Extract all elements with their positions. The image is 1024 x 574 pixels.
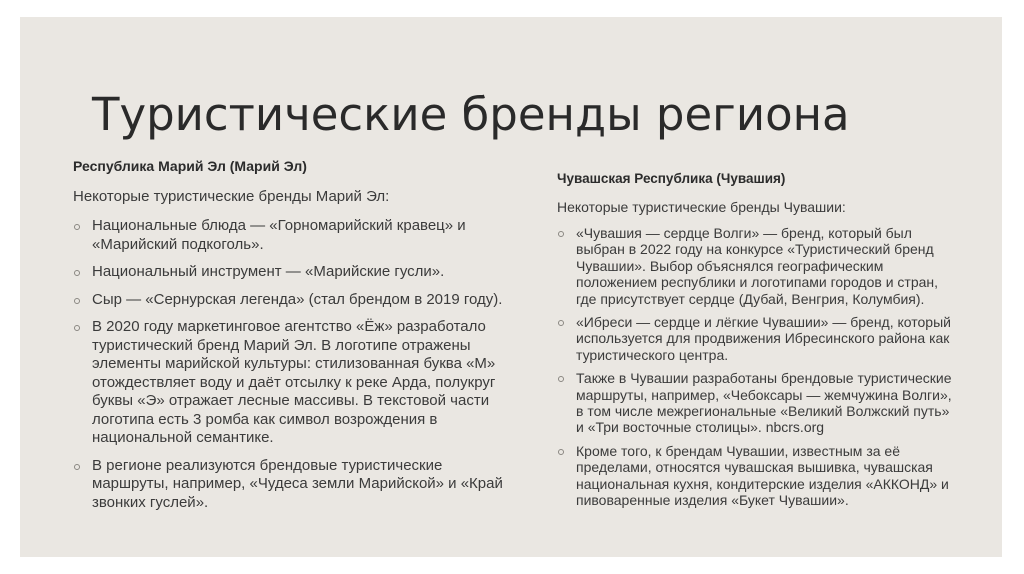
- left-column-heading: Республика Марий Эл (Марий Эл): [73, 158, 307, 174]
- list-item: [557, 370, 957, 436]
- list-item-text: Национальный инструмент — «Марийские гусли».: [92, 263, 445, 280]
- list-item: [73, 318, 503, 448]
- slide: [20, 17, 1002, 557]
- bullet-circle-icon: [74, 224, 80, 230]
- right-column-intro: Некоторые туристические бренды Чувашии:: [557, 199, 846, 215]
- left-column-intro: Некоторые туристические бренды Марий Эл:: [73, 188, 390, 205]
- bullet-circle-icon: [74, 298, 80, 304]
- list-item-text: Национальные блюда — «Горномарийский кравец» и «Марийский подкоголь».: [92, 217, 466, 253]
- left-column: [73, 158, 503, 521]
- list-item-text: В 2020 году маркетинговое агентство «Ёж» разработало туристический бренд Марий Эл. В логотипе отражены элементы марийской культуры: стилизованная буква «М» отождествляет воду и даёт отсылку к реке Арда, полукруг буквы «Э» отражает лесные массивы. В текстовой части логотипа есть 3 ромба как символ возрождения в национальной семантике.: [92, 318, 496, 446]
- bullet-circle-icon: [558, 376, 564, 382]
- list-item: [557, 225, 957, 307]
- list-item-text: Сыр — «Сернурская легенда» (стал брендом в 2019 году).: [92, 290, 503, 308]
- right-bullet-list: [557, 225, 957, 509]
- bullet-circle-icon: [74, 270, 80, 276]
- list-item-text: «Ибреси — сердце и лёгкие Чувашии» — бренд, который используется для продвижения Ибресинского района как туристического центра.: [576, 314, 951, 363]
- list-item-text: В регионе реализуются брендовые туристические маршруты, например, «Чудеса земли Марийской» и «Край звонких гуслей».: [92, 456, 503, 511]
- bullet-circle-icon: [558, 449, 564, 455]
- bullet-circle-icon: [74, 464, 80, 470]
- list-item: [73, 217, 503, 254]
- left-bullet-list: [73, 217, 503, 512]
- list-item-text: Также в Чувашии разработаны брендовые туристические маршруты, например, «Чебоксары — жемчужина Волги», в том числе межрегиональные «Великий Волжский путь» и «Три восточные столицы». nbcrs.org: [576, 370, 952, 436]
- list-item-text: Кроме того, к брендам Чувашии, известным за её пределами, относятся чувашская вышивка, чувашская национальная кухня, кондитерские изделия «АККОНД» и пивоваренные изделия «Букет Чувашии».: [576, 442, 949, 509]
- list-item: [73, 291, 503, 310]
- list-item: [73, 263, 503, 282]
- list-item: [73, 457, 503, 513]
- list-item-text: «Чувашия — сердце Волги» — бренд, который был выбран в 2022 году на конкурсе «Туристический бренд Чувашии». Выбор объяснялся географическим положением республики и логотипами городов и стран, где присутствует сердце (Дубай, Венгрия, Колумбия).: [576, 225, 939, 307]
- slide-title: Туристические бренды региона: [92, 88, 850, 141]
- bullet-circle-icon: [558, 320, 564, 326]
- bullet-circle-icon: [558, 231, 564, 237]
- right-column: [557, 170, 957, 516]
- list-item: [557, 314, 957, 363]
- bullet-circle-icon: [74, 325, 80, 331]
- list-item: [557, 443, 957, 509]
- right-column-heading: Чувашская Республика (Чувашия): [557, 171, 786, 186]
